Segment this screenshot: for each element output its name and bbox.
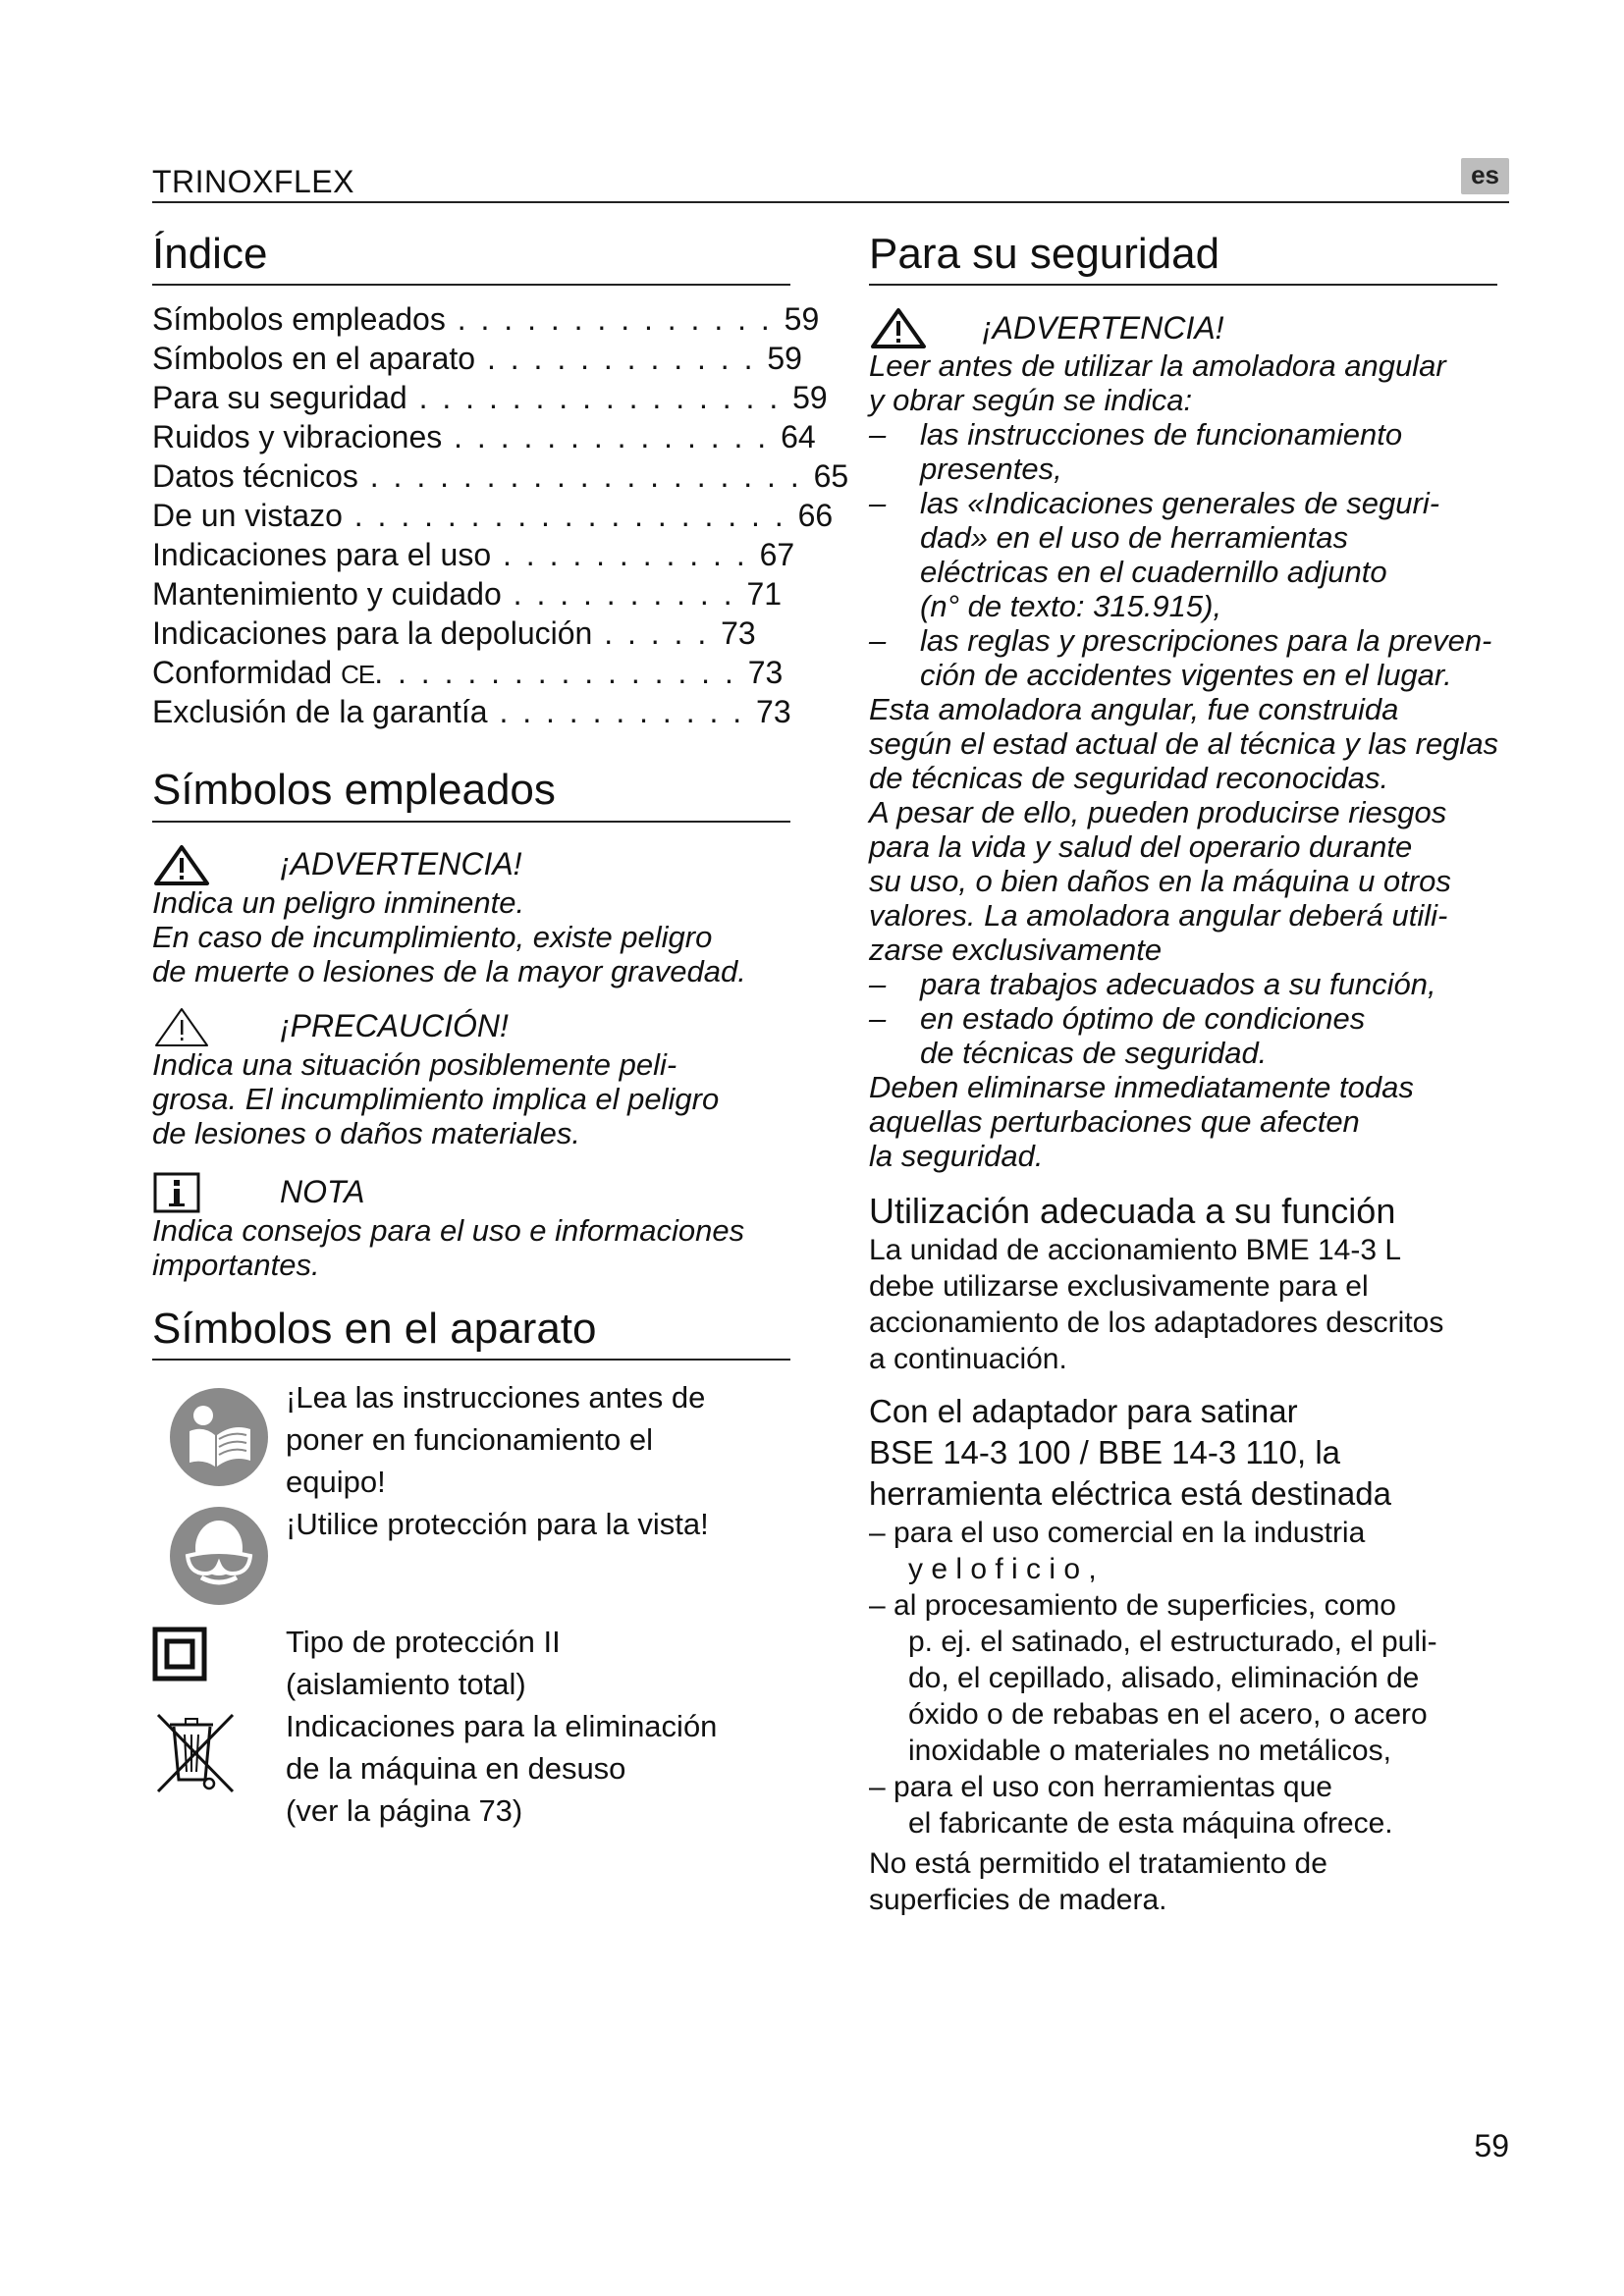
utilizacion-title: Utilización adecuada a su función [869,1191,1396,1232]
simbolos-aparato-title: Símbolos en el aparato [152,1306,790,1361]
toc-entry[interactable]: Datos técnicos . . . . . . . . . . . . . . . . . . . 65 [152,458,849,495]
toc-entry[interactable]: Para su seguridad . . . . . . . . . . . . . . . . 59 [152,380,828,416]
toc-entry[interactable]: Mantenimiento y cuidado . . . . . . . . . . 71 [152,576,783,613]
caution-triangle-icon [152,1006,211,1047]
toc-entry[interactable]: Indicaciones para la depolución . . . . . 73 [152,615,756,652]
device-symbol-eye: ¡Utilice protección para la vista! [152,1503,790,1607]
precaucion-row [152,1006,790,1047]
language-badge: es [1461,158,1509,194]
warning-triangle-icon [152,844,211,885]
toc-entry[interactable]: Indicaciones para el uso . . . . . . . . . . . 67 [152,537,795,573]
toc-entry[interactable]: Exclusión de la garantía . . . . . . . . . . . 73 [152,694,791,730]
right-column [869,231,1517,1918]
warning-triangle-icon [869,307,928,348]
list-item: – para el uso con herramientas que el fabricante de esta máquina ofrece. [869,1771,1393,1841]
seguridad-para1: Esta amoladora angular, fue construida según el estad actual de al técnica y las reglas de técnicas de seguridad reconocidas. A pesar de ello, pueden producirse riesgos para la vida y salud del operario durante su uso, o bien daños en la máquina u otros valores. La amoladora angular deberá utili- zarse exclusivamente [869,692,1499,968]
precaucion-text: Indica una situación posiblemente peli- grosa. El incumplimiento implica el peligro de lesiones o daños materiales. [152,1046,720,1150]
seguridad-list [869,417,1517,692]
nota-text: Indica consejos para el uso e informaciones importantes. [152,1212,745,1282]
device-symbol-class-ii: Tipo de protección II (aislamiento total) [152,1621,790,1705]
list-item: – en estado óptimo de condiciones de técnicas de seguridad. [869,1001,1517,1070]
table-of-contents [152,299,849,731]
info-icon [152,1172,211,1213]
nota-row [152,1172,790,1213]
list-item: – las «Indicaciones generales de seguri- dad» en el uso de herramientas eléctricas en el cuadernillo adjunto (n° de texto: 315.915), [869,486,1517,623]
utilizacion-closing: No está permitido el tratamiento de superficies de madera. [869,1847,1327,1917]
crossed-bin-icon [152,1709,241,1797]
simbolos-empleados-title: Símbolos empleados [152,767,790,822]
toc-entry[interactable]: Símbolos en el aparato . . . . . . . . . . . . 59 [152,341,802,377]
list-item: – las instrucciones de funcionamiento presentes, [869,417,1517,486]
brand-name: TRINOXFLEX [152,164,354,199]
advertencia-label: ¡ADVERTENCIA! [280,846,522,882]
list-item: – las reglas y prescripciones para la preven- ción de accidentes vigentes en el lugar. [869,623,1517,692]
advertencia-row [152,844,790,885]
protection-class-ii-icon [152,1627,207,1682]
seguridad-warning-label: ¡ADVERTENCIA! [982,309,1224,346]
toc-entry[interactable]: Conformidad CE. . . . . . . . . . . . . . . . 73 [152,655,784,691]
utilizacion-para: La unidad de accionamiento BME 14-3 L debe utilizarse exclusivamente para el accionamiento de los adaptadores descritos a continuación. [869,1234,1444,1376]
page-number: 59 [1474,2128,1509,2163]
page-header [152,162,1509,203]
device-symbol-disposal: Indicaciones para la eliminación de la máquina en desuso (ver la página 73) [152,1705,790,1832]
utilizacion-subtitle: Con el adaptador para satinar BSE 14-3 100 / BBE 14-3 110, la herramienta eléctrica está destinada [869,1393,1391,1513]
indice-title: Índice [152,231,790,286]
eye-protection-icon [168,1505,270,1607]
list-item: – para el uso comercial en la industria y e l o f i c i o , [869,1517,1366,1586]
advertencia-text: Indica un peligro inminente. En caso de incumplimiento, existe peligro de muerte o lesiones de la mayor gravedad. [152,884,746,988]
seguridad-para2: Deben eliminarse inmediatamente todas aquellas perturbaciones que afecten la seguridad. [869,1070,1414,1174]
device-symbol-manual: ¡Lea las instrucciones antes de poner en funcionamiento el equipo! [152,1376,790,1503]
left-column [152,230,849,1832]
precaucion-label: ¡PRECAUCIÓN! [280,1008,509,1044]
seguridad-intro: Leer antes de utilizar la amoladora angular y obrar según se indica: [869,348,1446,418]
list-item: – para trabajos adecuados a su función, [869,967,1517,1001]
toc-entry[interactable]: Símbolos empleados . . . . . . . . . . . . . . 59 [152,301,820,338]
utilizacion-list [869,1515,1517,1842]
read-manual-icon [168,1386,270,1488]
toc-entry[interactable]: Ruidos y vibraciones . . . . . . . . . . . . . . 64 [152,419,816,455]
seguridad-title: Para su seguridad [869,231,1497,286]
list-item: – al procesamiento de superficies, como p. ej. el satinado, el estructurado, el puli- do, el cepillado, alisado, eliminación de óxido o de rebabas en el acero, o acero inoxidable o materiales no metálicos, [869,1589,1437,1768]
nota-label: NOTA [280,1174,365,1210]
seguridad-list2 [869,967,1517,1070]
ce-mark-icon: CE [341,660,375,690]
toc-entry[interactable]: De un vistazo . . . . . . . . . . . . . . . . . . . 66 [152,498,834,534]
seguridad-warning-row [869,307,1517,348]
